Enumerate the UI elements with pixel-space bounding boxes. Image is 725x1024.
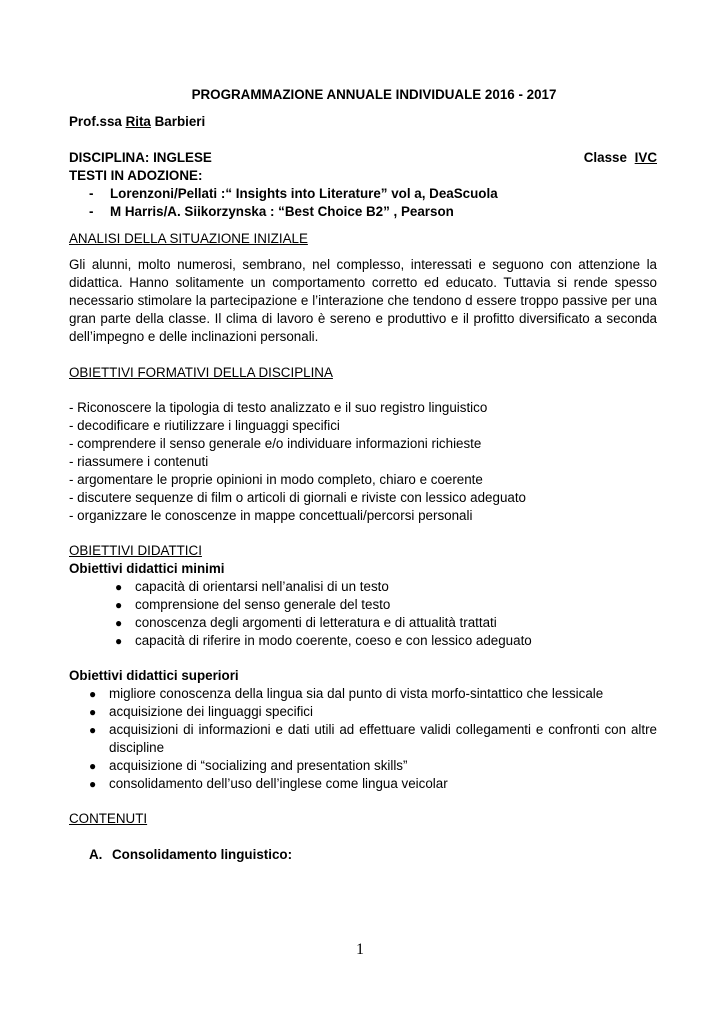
list-item xyxy=(89,721,657,757)
list-item: - argomentare le proprie opinioni in modo completo, chiaro e coerente xyxy=(69,472,483,487)
minimi-heading: Obiettivi didattici minimi xyxy=(69,561,225,576)
discipline-label: DISCIPLINA: INGLESE xyxy=(69,150,212,165)
minimi-list xyxy=(69,578,657,650)
list-item-text: acquisizione dei linguaggi specifici xyxy=(109,704,313,719)
list-item: - Riconoscere la tipologia di testo analizzato e il suo registro linguistico xyxy=(69,400,488,415)
bullet-icon: ● xyxy=(115,598,123,612)
list-item-text: consolidamento dell’uso dell’inglese come lingua veicolar xyxy=(109,776,448,791)
superiori-heading: Obiettivi didattici superiori xyxy=(69,668,239,683)
item-letter: A. xyxy=(89,847,103,862)
list-item-text: comprensione del senso generale del testo xyxy=(135,597,391,612)
bullet-icon: ● xyxy=(115,580,123,594)
bullet-icon: ● xyxy=(89,759,97,773)
list-item-text: capacità di orientarsi nell’analisi di un testo xyxy=(135,579,389,594)
discipline-row xyxy=(69,149,657,167)
teacher-prefix: Prof.ssa xyxy=(69,114,122,129)
document-page xyxy=(69,86,657,864)
list-item: - organizzare le conoscenze in mappe concettuali/percorsi personali xyxy=(69,508,473,523)
bullet-icon: ● xyxy=(89,687,97,701)
formativi-list xyxy=(69,399,657,525)
teacher-line xyxy=(69,113,657,131)
contenuti-item xyxy=(69,846,657,864)
item-label: Consolidamento linguistico: xyxy=(112,847,293,862)
list-item-text: migliore conoscenza della lingua sia dal punto di vista morfo-sintattico che lessicale xyxy=(109,686,604,701)
bullet-icon: ● xyxy=(89,705,97,719)
class-value: IVC xyxy=(634,150,657,165)
list-item: - decodificare e riutilizzare i linguaggi specifici xyxy=(69,418,340,433)
list-item: - discutere sequenze di film o articoli di giornali e riviste con lessico adeguato xyxy=(69,490,527,505)
list-item xyxy=(89,775,657,793)
document-title: PROGRAMMAZIONE ANNUALE INDIVIDUALE 2016 - 2017 xyxy=(191,87,557,102)
list-item-text: capacità di riferire in modo coerente, coeso e con lessico adeguato xyxy=(135,633,532,648)
list-item-text: conoscenza degli argomenti di letteratura e di attualità trattati xyxy=(135,615,497,630)
list-item xyxy=(115,596,657,614)
contenuti-heading: CONTENUTI xyxy=(69,811,148,826)
bullet-icon: ● xyxy=(89,777,97,791)
list-item xyxy=(115,614,657,632)
class-label: Classe xyxy=(583,150,627,165)
list-item xyxy=(115,632,657,650)
texts-list xyxy=(69,185,657,221)
teacher-first-name: Rita xyxy=(125,114,151,129)
list-item-text: acquisizione di “socializing and presentation skills” xyxy=(109,758,408,773)
list-item xyxy=(89,703,657,721)
formativi-heading: OBIETTIVI FORMATIVI DELLA DISCIPLINA xyxy=(69,365,333,380)
texts-label: TESTI IN ADOZIONE: xyxy=(69,168,203,183)
class-info xyxy=(584,149,657,167)
analisi-heading: ANALISI DELLA SITUAZIONE INIZIALE xyxy=(69,231,308,246)
bullet-icon: ● xyxy=(115,616,123,630)
list-item: - comprendere il senso generale e/o individuare informazioni richieste xyxy=(69,436,482,451)
text-entry: M Harris/A. Siikorzynska : “Best Choice B2” , Pearson xyxy=(110,204,454,219)
list-item: - Lorenzoni/Pellati :“ Insights into Literature” vol a, DeaScuola xyxy=(89,186,498,201)
list-item: - riassumere i contenuti xyxy=(69,454,209,469)
analisi-paragraph: Gli alunni, molto numerosi, sembrano, nel complesso, interessati e seguono con attenzione la didattica. Hanno solitamente un comportamento corretto ed educato. Tuttavia si rende spesso necessario stimolare la partecipazione e l’interazione che tendono d essere troppo passive per una gran parte della classe. Il clima di lavoro è sereno e produttivo e il profitto diversificato a seconda dell’impegno e delle inclinazioni personali. xyxy=(69,257,657,344)
superiori-list xyxy=(69,685,657,793)
bullet-icon: ● xyxy=(115,634,123,648)
teacher-last-name: Barbieri xyxy=(154,114,206,129)
list-item-text: acquisizioni di informazioni e dati utili ad effettuare validi collegamenti e confronti con altre discipline xyxy=(109,722,657,755)
bullet-icon: ● xyxy=(89,723,97,737)
text-entry: Lorenzoni/Pellati :“ Insights into Literature” vol a, DeaScuola xyxy=(110,186,498,201)
list-item xyxy=(115,578,657,596)
page-number: 1 xyxy=(356,941,364,958)
didattici-heading: OBIETTIVI DIDATTICI xyxy=(69,543,202,558)
list-item xyxy=(89,685,657,703)
list-item: - M Harris/A. Siikorzynska : “Best Choice B2” , Pearson xyxy=(89,204,454,219)
list-item xyxy=(89,757,657,775)
